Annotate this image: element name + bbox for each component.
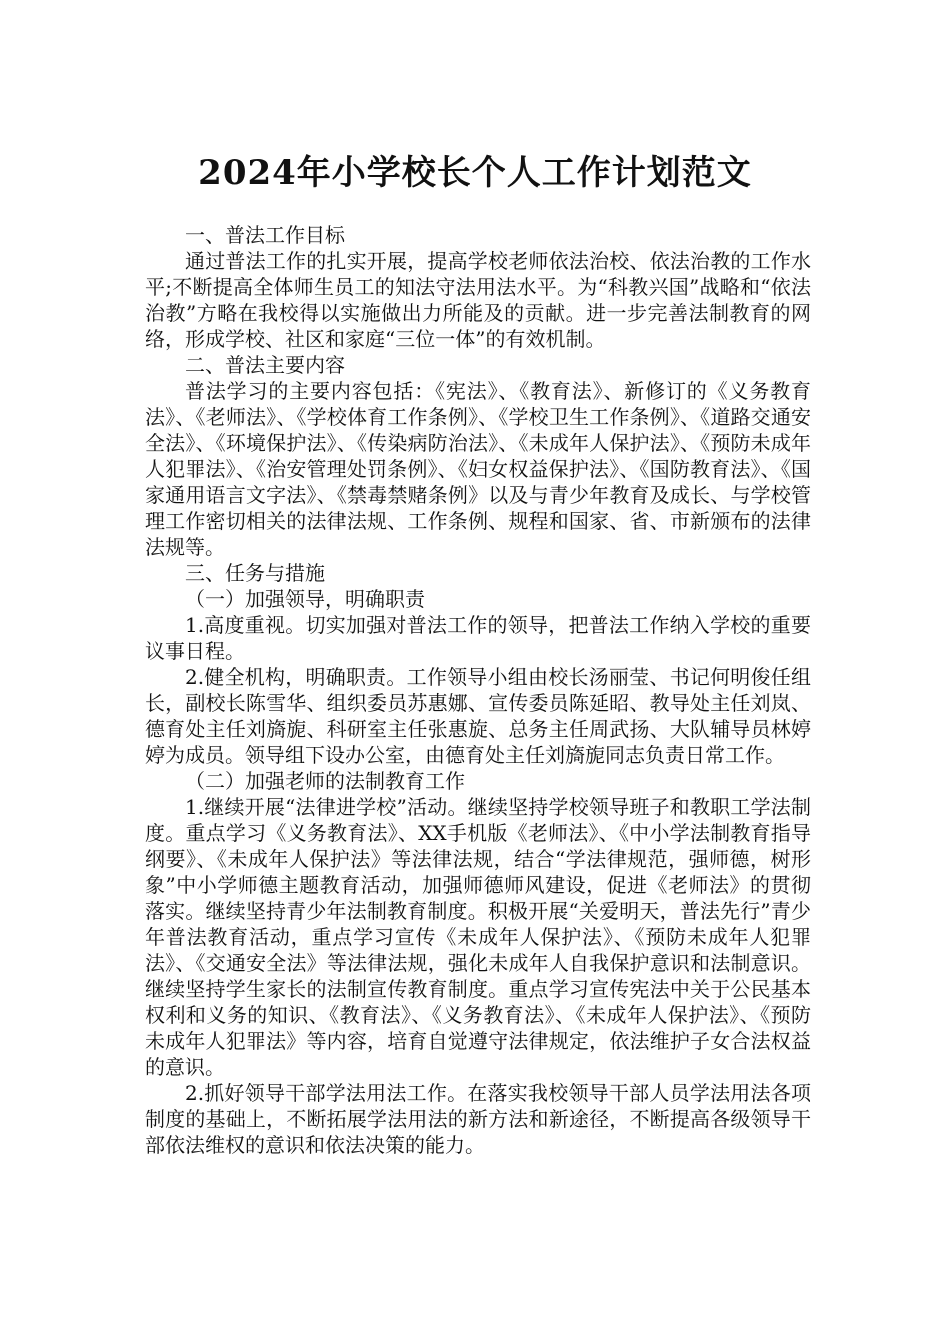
document-title: 2024年小学校长个人工作计划范文 (198, 152, 752, 193)
paragraph-goals: 通过普法工作的扎实开展，提高学校老师依法治校、依法治教的工作水平;不断提高全体师生员工的知法守法用法水平。为“科教兴国”战略和“依法治教”方略在我校得以实施做出力所能及的贡献。进一步完善法制教育的网络，形成学校、社区和家庭“三位一体”的有效机制。 (145, 249, 811, 351)
document-body (145, 222, 811, 1158)
paragraph-teacher-education-1: 1.继续开展“法律进学校”活动。继续坚持学校领导班子和教职工学法制度。重点学习《义务教育法》、XX手机版《老师法》、《中小学法制教育指导纲要》、《未成年人保护法》等法律法规，结合“学法律规范，强师德，树形象”中小学师德主题教育活动，加强师德师风建设，促进《老师法》的贯彻落实。继续坚持青少年法制教育制度。积极开展“关爱明天，普法先行”青少年普法教育活动，重点学习宣传《未成年人保护法》、《预防未成年人犯罪法》、《交通安全法》等法律法规，强化未成年人自我保护意识和法制意识。继续坚持学生家长的法制宣传教育制度。重点学习宣传宪法中关于公民基本权利和义务的知识、《教育法》、《义务教育法》、《未成年人保护法》、《预防未成年人犯罪法》等内容，培育自觉遵守法律规定，依法维护子女合法权益的意识。 (145, 795, 811, 1079)
subsection-heading-leadership: （一）加强领导，明确职责 (185, 587, 425, 611)
paragraph-leadership-1: 1.高度重视。切实加强对普法工作的领导，把普法工作纳入学校的重要议事日程。 (145, 613, 811, 663)
section-heading-goals: 一、普法工作目标 (185, 223, 345, 247)
subsection-heading-teacher-education: （二）加强老师的法制教育工作 (185, 769, 465, 793)
section-heading-content: 二、普法主要内容 (185, 353, 345, 377)
paragraph-leadership-2: 2.健全机构，明确职责。工作领导小组由校长汤丽莹、书记何明俊任组长，副校长陈雪华、组织委员苏惠娜、宣传委员陈延昭、教导处主任刘岚、德育处主任刘旖旎、科研室主任张惠旋、总务主任周武扬、大队辅导员林婷婷为成员。领导组下设办公室，由德育处主任刘旖旎同志负责日常工作。 (145, 665, 811, 767)
section-heading-tasks: 三、任务与措施 (185, 561, 325, 585)
paragraph-teacher-education-2: 2.抓好领导干部学法用法工作。在落实我校领导干部人员学法用法各项制度的基础上，不断拓展学法用法的新方法和新途径，不断提高各级领导干部依法维权的意识和依法决策的能力。 (145, 1081, 811, 1157)
paragraph-content: 普法学习的主要内容包括：《宪法》、《教育法》、新修订的《义务教育法》、《老师法》、《学校体育工作条例》、《学校卫生工作条例》、《道路交通安全法》、《环境保护法》、《传染病防治法》、《未成年人保护法》、《预防未成年人犯罪法》、《治安管理处罚条例》、《妇女权益保护法》、《国防教育法》、《国家通用语言文字法》、《禁毒禁赌条例》以及与青少年教育及成长、与学校管理工作密切相关的法律法规、工作条例、规程和国家、省、市新颁布的法律法规等。 (145, 379, 811, 559)
